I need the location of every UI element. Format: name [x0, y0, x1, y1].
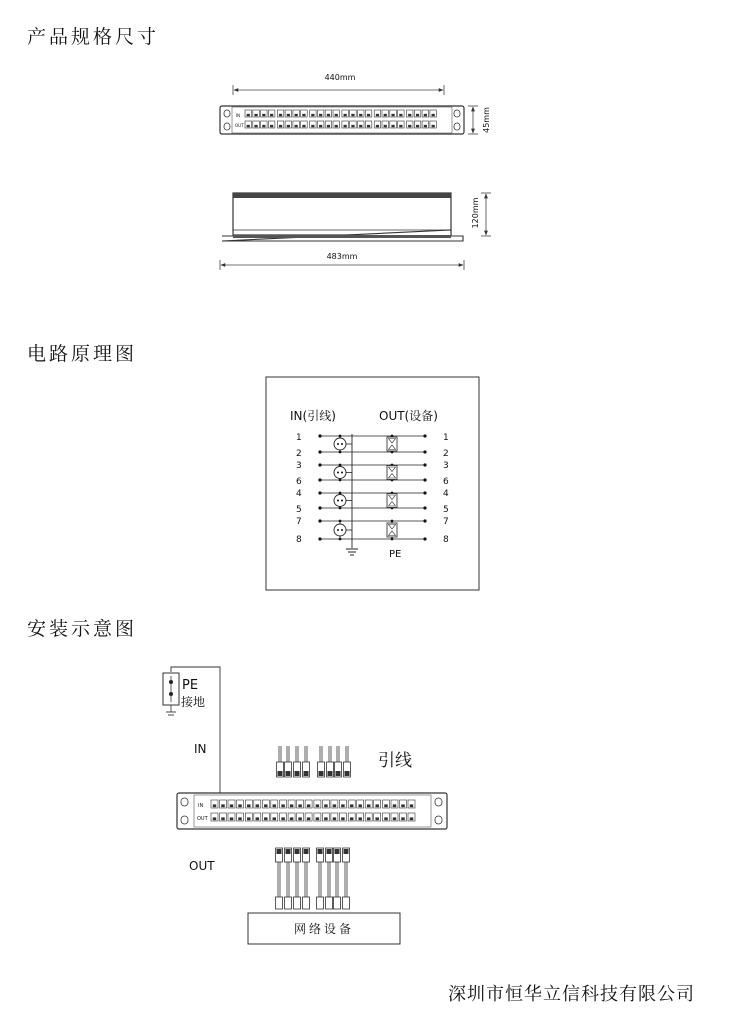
front-in-label: IN: [236, 113, 241, 118]
circuit-in-label: IN(引线): [290, 409, 336, 423]
rj45-plug-icon: [326, 848, 333, 909]
rj45-plug-icon: [334, 848, 341, 909]
rj45-plug-icon: [285, 848, 292, 909]
rj45-plug-icon: [318, 746, 325, 777]
rj45-plug-icon: [327, 746, 334, 777]
pin-right-2: 2: [443, 449, 449, 459]
circuit-out-label: OUT(设备): [379, 409, 438, 423]
dim-height-front: 45mm: [482, 107, 491, 133]
pin-left-1: 1: [296, 433, 302, 443]
pin-left-2: 2: [296, 449, 302, 459]
rj45-plug-icon: [277, 746, 284, 777]
pin-right-4: 6: [443, 477, 449, 487]
pin-left-8: 8: [296, 535, 302, 545]
pin-right-6: 5: [443, 505, 449, 515]
pin-right-7: 7: [443, 517, 449, 527]
gas-tube-icon: [334, 438, 346, 450]
pin-left-4: 6: [296, 477, 302, 487]
pin-left-7: 7: [296, 517, 302, 527]
install-diagram: [163, 667, 447, 944]
device-label: 网络设备: [293, 922, 355, 936]
pin-right-8: 8: [443, 535, 449, 545]
panel-out-label: OUT: [197, 816, 208, 822]
rj45-plug-icon: [276, 848, 283, 909]
pe-label: PE: [182, 678, 199, 693]
gas-tube-icon: [334, 467, 346, 479]
tvs-diode-icon: [387, 494, 397, 508]
lead-label: 引线: [378, 751, 412, 771]
pin-left-6: 5: [296, 505, 302, 515]
out-plugs: [276, 848, 350, 909]
dim-width-top: 440mm: [324, 73, 356, 82]
gas-tube-icon: [334, 524, 346, 536]
ground-text: 接地: [181, 695, 206, 709]
lead-plugs: [277, 746, 351, 777]
rj45-plug-icon: [303, 848, 310, 909]
section-title-size: 产品规格尺寸: [27, 26, 160, 48]
tvs-diode-icon: [387, 437, 397, 451]
pin-right-3: 3: [443, 461, 449, 471]
panel-in-label: IN: [198, 803, 204, 809]
ground-label: PE: [389, 549, 402, 560]
gas-tube-icon: [334, 495, 346, 507]
rj45-plug-icon: [285, 746, 292, 777]
pin-right-1: 1: [443, 433, 449, 443]
install-out-label: OUT: [189, 859, 215, 873]
side-view: [220, 193, 491, 270]
front-view: [220, 73, 491, 134]
rj45-plug-icon: [303, 746, 310, 777]
rj45-plug-icon: [317, 848, 324, 909]
rj45-plug-icon: [343, 848, 350, 909]
dim-depth: 120mm: [471, 197, 480, 229]
section-title-install: 安装示意图: [27, 618, 138, 640]
company-name: 深圳市恒华立信科技有限公司: [448, 984, 695, 1005]
rj45-plug-icon: [344, 746, 351, 777]
install-in-label: IN: [194, 742, 207, 756]
rj45-plug-icon: [294, 848, 301, 909]
circuit-diagram: [266, 377, 479, 590]
pin-left-3: 3: [296, 461, 302, 471]
tvs-diode-icon: [387, 523, 397, 537]
front-out-label: OUT: [235, 123, 244, 128]
section-title-circuit: 电路原理图: [27, 343, 138, 365]
pin-left-5: 4: [296, 489, 302, 499]
rj45-plug-icon: [294, 746, 301, 777]
rj45-plug-icon: [335, 746, 342, 777]
pin-right-5: 4: [443, 489, 449, 499]
tvs-diode-icon: [387, 466, 397, 480]
dim-width-bottom: 483mm: [326, 252, 358, 261]
